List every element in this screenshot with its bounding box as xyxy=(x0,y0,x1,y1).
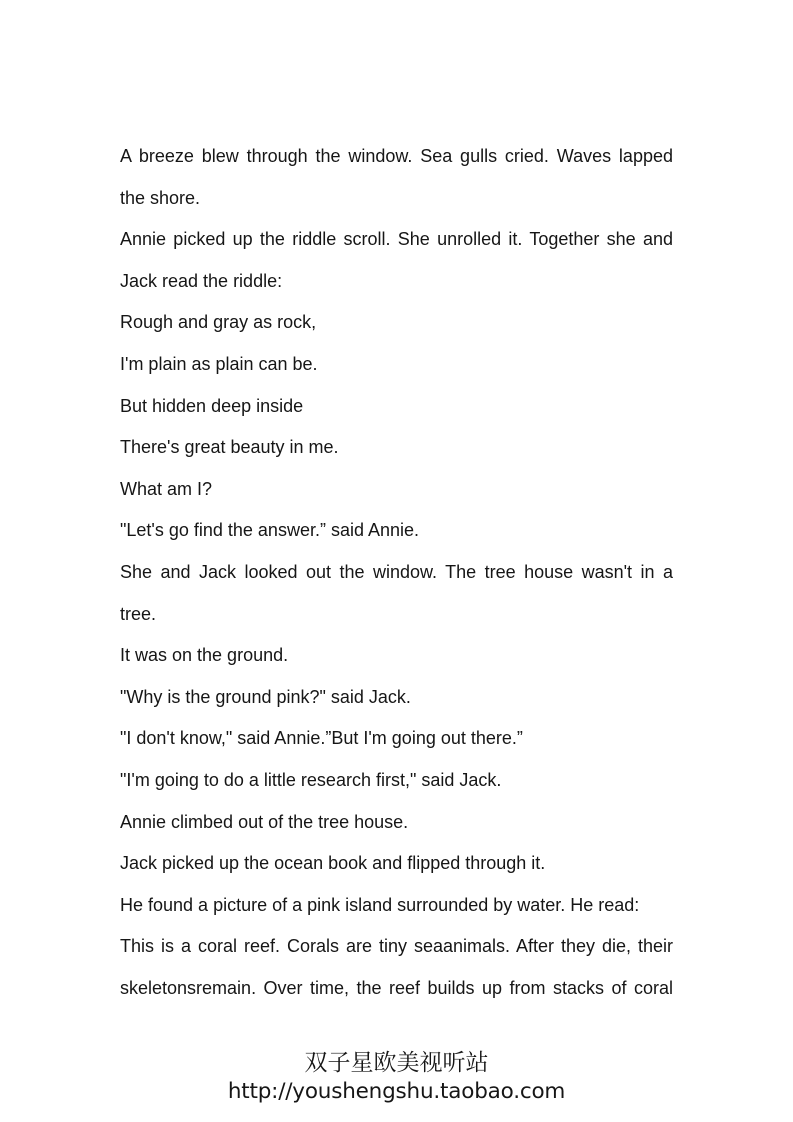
text-line: Annie climbed out of the tree house. xyxy=(120,811,409,832)
text-line: It was on the ground. xyxy=(120,645,289,666)
text-line: tree. xyxy=(120,603,157,624)
text-line: She and Jack looked out the window. The tree house wasn't in a xyxy=(120,561,673,582)
text-line: Jack read the riddle: xyxy=(120,270,283,291)
text-line: Jack picked up the ocean book and flipped through it. xyxy=(120,853,546,874)
text-line: A breeze blew through the window. Sea gulls cried. Waves lapped xyxy=(120,146,673,166)
text-line: Rough and gray as rock, xyxy=(120,312,317,333)
story-text xyxy=(120,136,673,1009)
text-line: "Why is the ground pink?" said Jack. xyxy=(120,686,411,707)
footer xyxy=(0,1048,793,1106)
text-line: What am I? xyxy=(120,478,213,499)
text-line: "I'm going to do a little research first," said Jack. xyxy=(120,769,502,790)
text-line: But hidden deep inside xyxy=(120,395,304,416)
footer-site-url: http://youshengshu.taobao.com xyxy=(227,1079,566,1104)
text-line: He found a picture of a pink island surrounded by water. He read: xyxy=(120,894,640,915)
text-line: "I don't know," said Annie.”But I'm going out there.” xyxy=(120,728,523,749)
text-line: Annie picked up the riddle scroll. She unrolled it. Together she and xyxy=(120,229,673,250)
footer-site-name: 双子星欧美视听站 xyxy=(304,1050,489,1076)
text-line: "Let's go find the answer.” said Annie. xyxy=(120,520,420,541)
text-line: There's great beauty in me. xyxy=(120,437,339,458)
text-line: the shore. xyxy=(120,187,201,208)
text-line: This is a coral reef. Corals are tiny seaanimals. After they die, their xyxy=(120,936,673,957)
text-line: skeletonsremain. Over time, the reef builds up from stacks of coral xyxy=(120,977,673,998)
text-line: I'm plain as plain can be. xyxy=(120,353,318,374)
